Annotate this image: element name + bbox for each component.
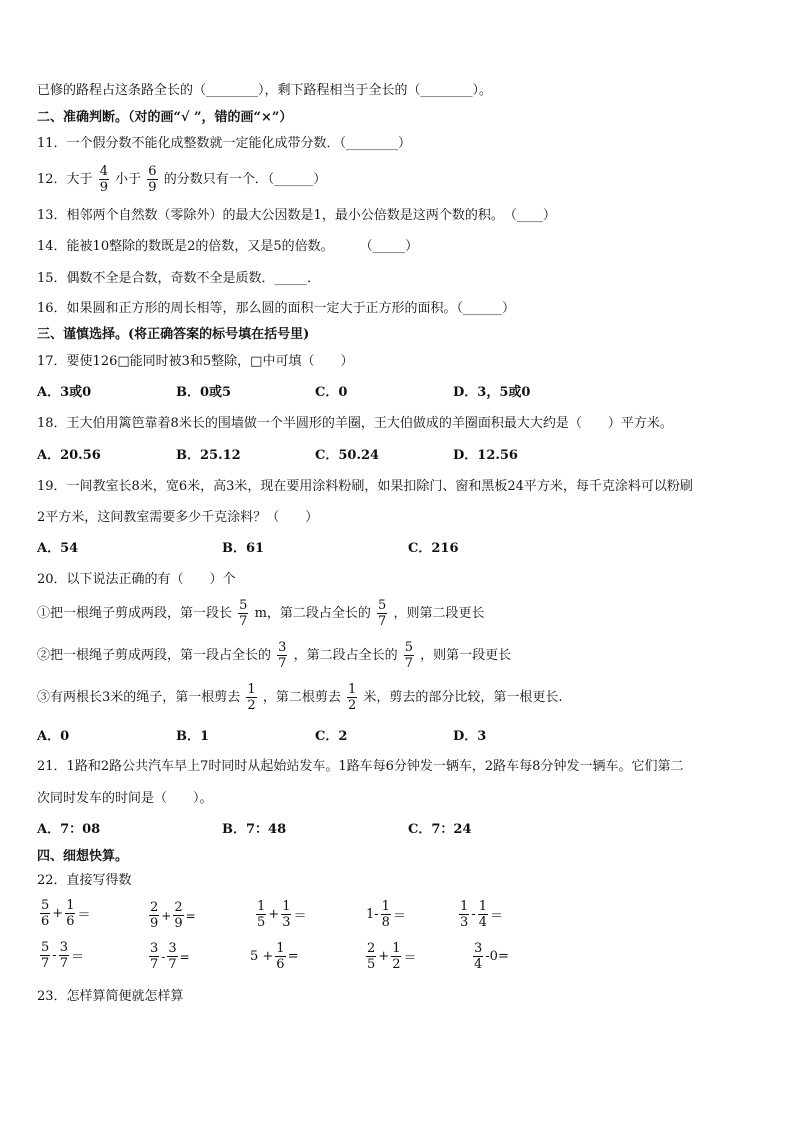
q20-1-text-b: m，第二段占全长的: [254, 606, 371, 621]
section-2-heading: 二、准确判断。（对的画“√ ”，错的画“×”）: [37, 110, 293, 125]
fraction-5-7: $\frac{5}{7}$: [378, 598, 387, 629]
q20-2-text-b: ，第二段占全长的: [293, 648, 398, 663]
calc-r1-e5: 1 3 - 1 4 ＝: [460, 899, 503, 930]
question-13: 13．相邻两个自然数（零除外）的最大公因数是1，最小公倍数是这两个数的积。 （____）: [37, 208, 556, 223]
q17-option-b: B．0或5: [176, 385, 232, 400]
q20-1-text-c: ，则第二段更长: [393, 606, 485, 621]
q21-option-c: C．7：24: [408, 822, 472, 837]
q17-option-d: D．3，5或0: [453, 385, 531, 400]
q18-option-b: B．25.12: [176, 448, 241, 463]
q20-statement-2: [37, 641, 511, 670]
q21-option-b: B．7：48: [222, 822, 287, 837]
q20-3-text-b: ，第二根剪去: [262, 690, 341, 705]
question-19-line-2: 2平方米，这间教室需要多少千克涂料？（ ）: [37, 510, 319, 525]
q20-3-text-a: ③有两根长3米的绳子，第一根剪去: [37, 690, 241, 705]
calc-r2-e2: 3 7 - $\frac{3}{7}$ =: [150, 941, 190, 972]
fraction-5-7: $\frac{5}{7}$: [239, 598, 248, 629]
question-11: 11．一个假分数不能化成整数就一定能化成带分数．（________）: [37, 136, 412, 151]
question-22: 22．直接写得数: [37, 873, 132, 888]
q20-statement-1: [37, 599, 484, 628]
q18-option-d: D．12.56: [453, 448, 518, 463]
calc-r1-e1: 5 6 + $\frac{1}{6}$ ＝: [41, 898, 91, 929]
q19-option-b: B．61: [222, 541, 265, 556]
question-23: 23．怎样算简便就怎样算: [37, 989, 184, 1004]
q12-text-b: 小于: [115, 172, 142, 187]
question-21-line-2: 次同时发车的时间是（ ）。: [37, 791, 213, 806]
q12-text-a: 12．大于: [37, 172, 93, 187]
q20-statement-3: [37, 683, 563, 712]
q17-option-c: C．0: [315, 385, 348, 400]
calc-r1-e3: 1 5 + $\frac{1}{3}$ ＝: [257, 899, 307, 930]
question-17: 17．要使126□能同时被3和5整除，□中可填（ ）: [37, 354, 354, 369]
fraction-1-2: $\frac{1}{2}$: [247, 682, 256, 713]
question-15: 15．偶数不全是合数，奇数不全是质数．_____．: [37, 271, 321, 286]
fraction-3-7: $\frac{3}{7}$: [278, 640, 287, 671]
question-14: 14．能被10整除的数既是2的倍数，又是5的倍数。 （_____）: [37, 239, 419, 254]
calc-r1-e2: 2 9 + $\frac{2}{9}$ =: [150, 900, 196, 931]
q10-continuation: 已修的路程占这条路全长的（________），剩下路程相当于全长的（________）。: [37, 83, 493, 98]
question-20: 20．以下说法正确的有（ ）个: [37, 572, 236, 587]
q20-2-text-c: ，则第一段更长: [420, 648, 512, 663]
calc-r2-e4: 2 5 + $\frac{1}{2}$ ＝: [367, 941, 417, 972]
q12-text-c: 的分数只有一个．（______）: [163, 172, 327, 187]
calc-r2-e1: 5 7 - 3 7 ＝: [41, 940, 84, 971]
question-16: 16．如果圆和正方形的周长相等，那么圆的面积一定大于正方形的面积。（______）: [37, 301, 516, 316]
question-19-line-1: 19．一间教室长8米，宽6米，高3米，现在要用涂料粉刷，如果扣除门、窗和黑板24平方米，每千克涂料可以粉刷: [37, 479, 693, 494]
section-4-heading: 四、细想快算。: [37, 849, 129, 864]
q17-option-a: A．3或0: [37, 385, 92, 400]
calc-r2-e3: 5 + $\frac{1}{6}$ =: [250, 941, 299, 972]
fraction-4-9: $\frac{4}{9}$: [99, 164, 108, 195]
fraction-6-9: $\frac{6}{9}$: [148, 164, 157, 195]
question-12: [37, 165, 326, 194]
section-3-heading: 三、谨慎选择。(将正确答案的标号填在括号里): [37, 327, 310, 342]
q20-option-d: D．3: [453, 729, 487, 744]
q18-option-c: C．50.24: [315, 448, 380, 463]
calc-r1-e4: 1- 1 8 ＝: [366, 899, 406, 930]
question-21-line-1: 21．1路和2路公共汽车早上7时同时从起始站发车。1路车每6分钟发一辆车，2路车每8分钟发一辆车。它们第二: [37, 759, 684, 774]
q20-option-a: A．0: [37, 729, 70, 744]
q20-3-text-c: 米，剪去的部分比较，第一根更长.: [363, 690, 563, 705]
question-18: 18．王大伯用篱笆靠着8米长的围墙做一个半圆形的羊圈，王大伯做成的羊圈面积最大大约是（ ）平方米。: [37, 416, 673, 431]
q20-1-text-a: ①把一根绳子剪成两段，第一段长: [37, 606, 233, 621]
calc-r2-e5: 3 4 -0=: [474, 941, 509, 972]
q19-option-c: C．216: [408, 541, 459, 556]
q20-option-b: B．1: [176, 729, 210, 744]
q18-option-a: A．20.56: [37, 448, 101, 463]
fraction-1-2: $\frac{1}{2}$: [348, 682, 357, 713]
q19-option-a: A．54: [37, 541, 79, 556]
q20-option-c: C．2: [315, 729, 348, 744]
q20-2-text-a: ②把一根绳子剪成两段，第一段占全长的: [37, 648, 272, 663]
q21-option-a: A．7：08: [37, 822, 101, 837]
fraction-5-7: $\frac{5}{7}$: [404, 640, 414, 671]
